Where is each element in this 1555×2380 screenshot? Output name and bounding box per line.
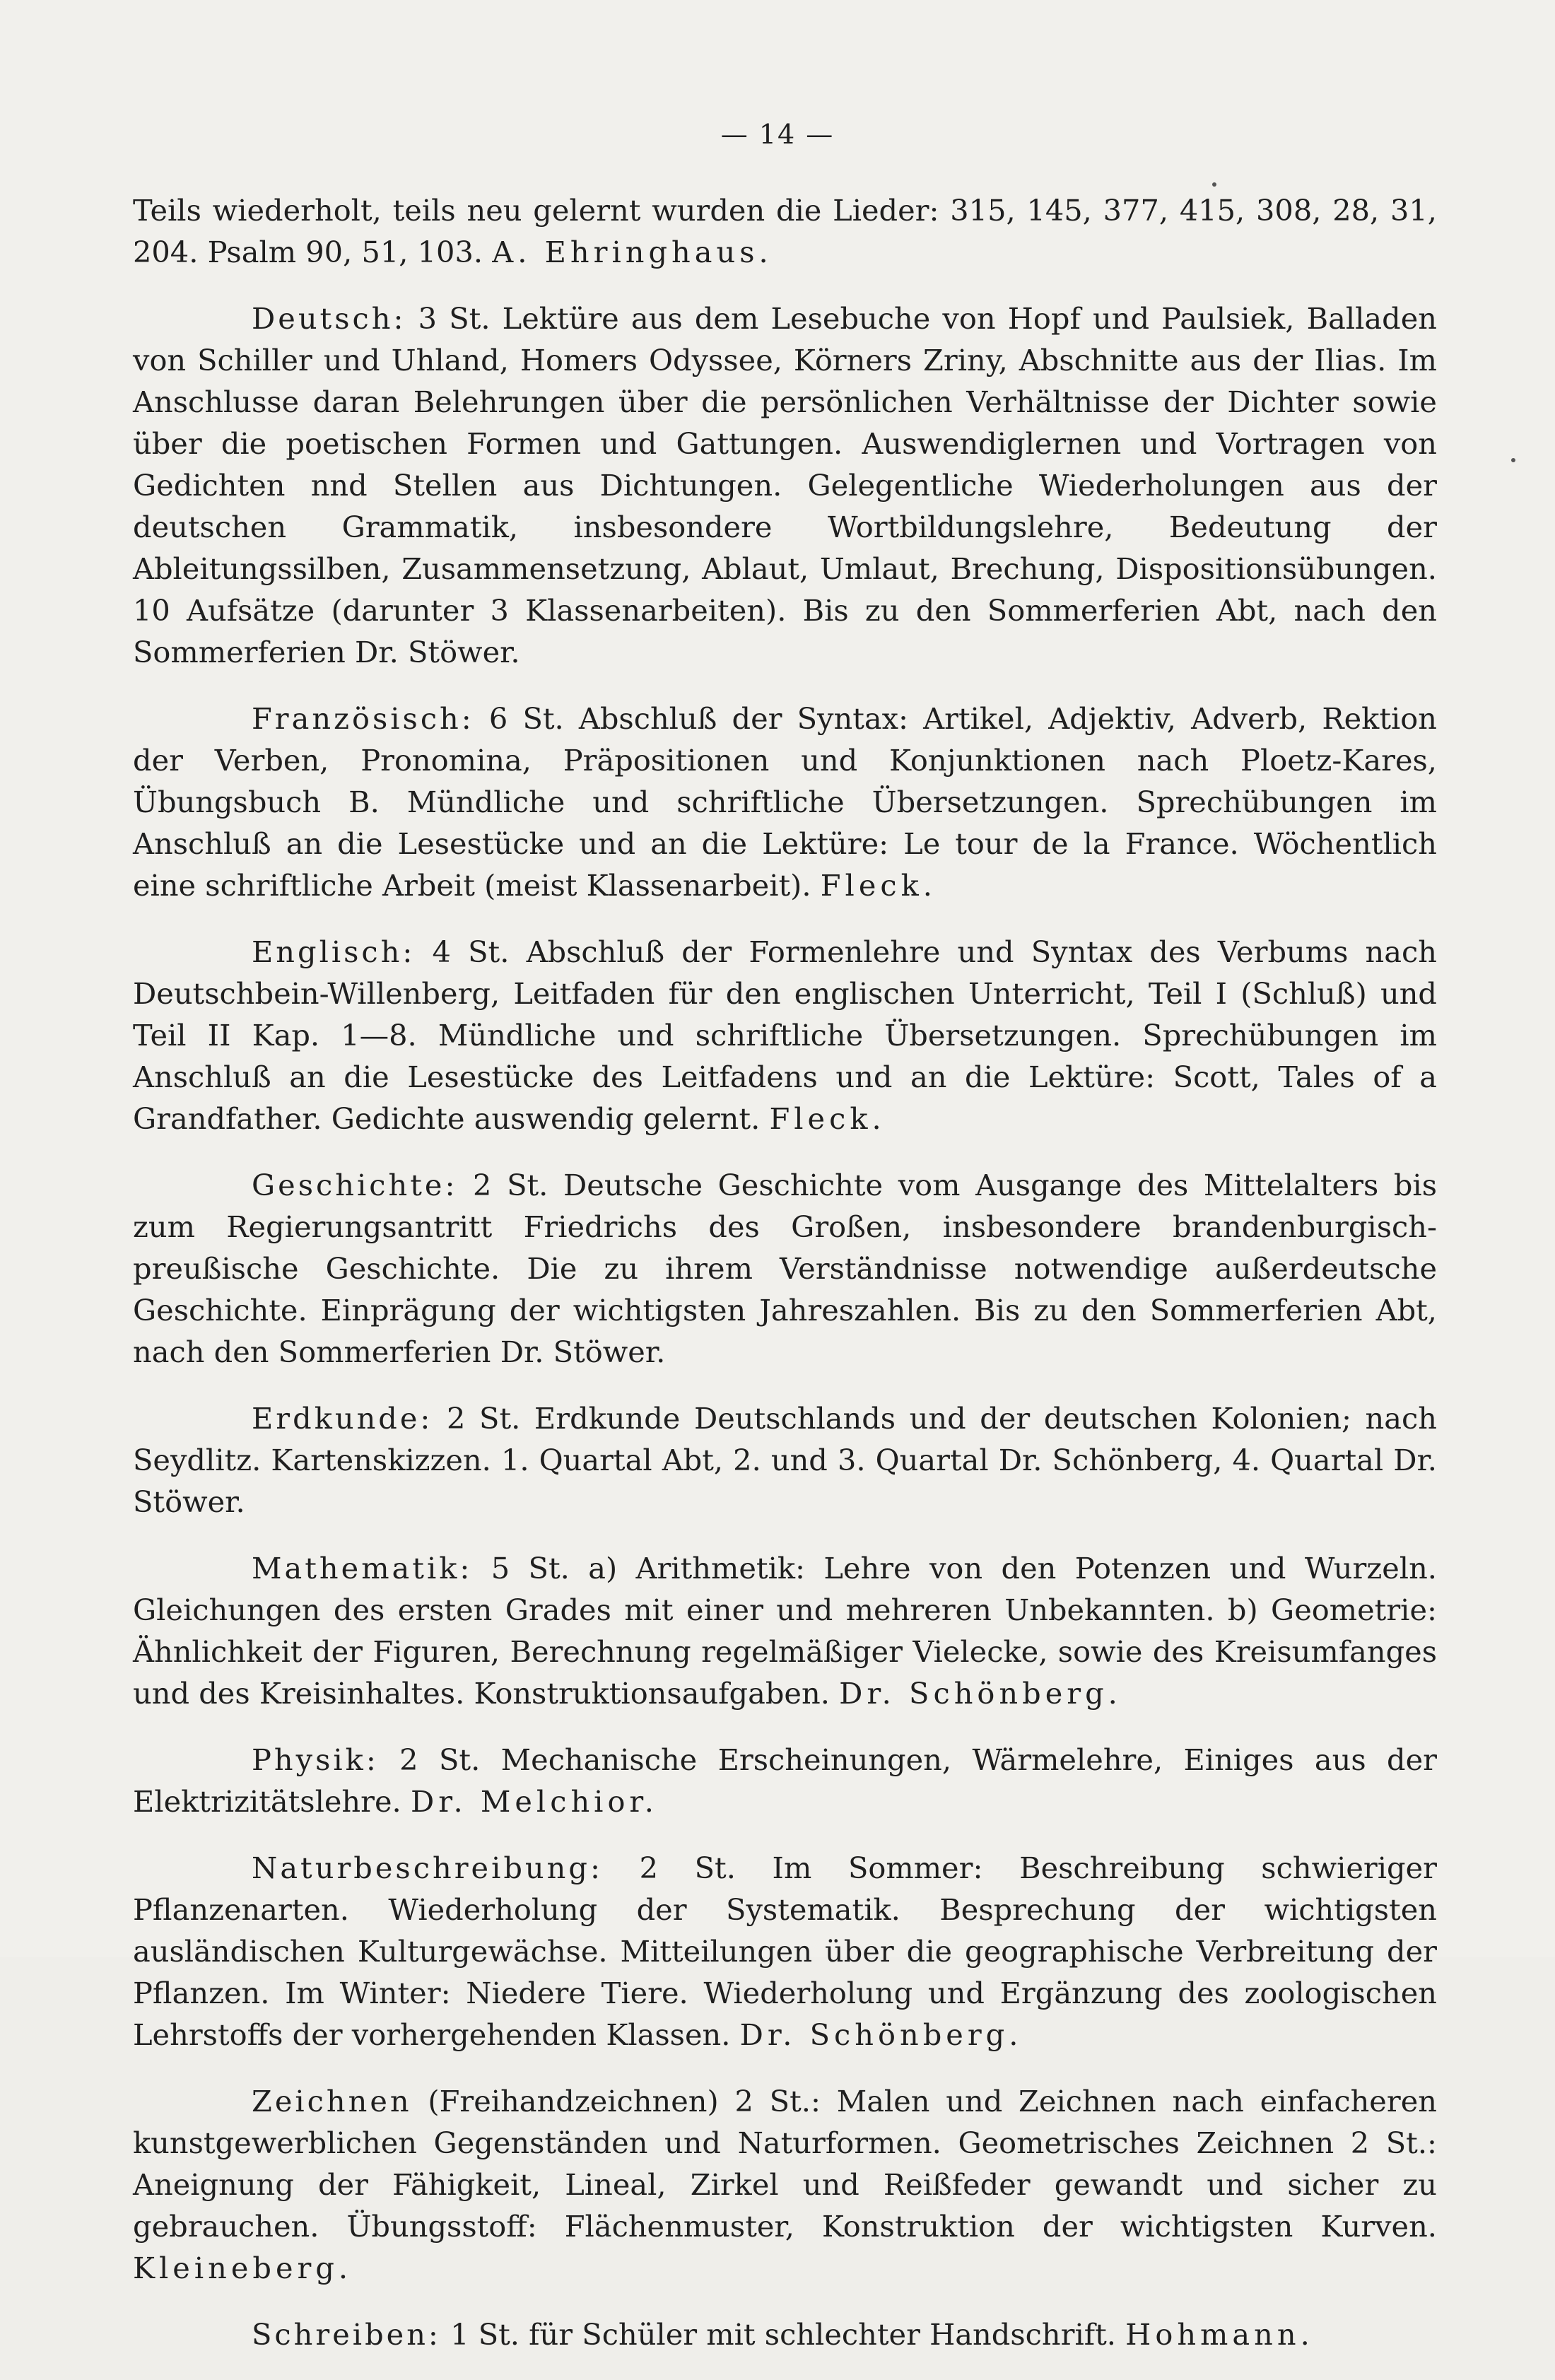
paragraph-text: 2 St. Mechanische Erscheinungen, Wärmelehre, Einiges aus der Elektrizitätslehre. bbox=[133, 1742, 1437, 1819]
paragraph-geschichte bbox=[133, 1164, 1437, 1373]
paragraph-schreiben bbox=[133, 2314, 1437, 2355]
paragraph-deutsch bbox=[133, 298, 1437, 673]
paragraph-franzoesisch bbox=[133, 698, 1437, 906]
paragraph-text: 1 St. für Schüler mit schlechter Handschrift. bbox=[440, 2317, 1126, 2352]
teacher-name: A. Ehringhaus. bbox=[492, 235, 773, 269]
subject-heading: Zeichnen bbox=[252, 2084, 412, 2118]
subject-heading: Naturbeschreibung: bbox=[252, 1851, 603, 1885]
paragraph-text: 2 St. Im Sommer: Beschreibung schwieriger Pflanzenarten. Wiederholung der Systematik. Besprechung der wichtigsten ausländischen Kulturgewächse. Mitteilungen über die geographische Verbreitung der Pflanzen. Im Winter: Niedere Tiere. Wiederholung und Ergänzung des zoologischen Lehrstoffs der vorhergehenden Klassen. bbox=[133, 1851, 1437, 2052]
teacher-name: Dr. Schönberg. bbox=[839, 1676, 1122, 1711]
subject-heading: Englisch: bbox=[252, 934, 416, 969]
paragraph-text: 2 St. Deutsche Geschichte vom Ausgange des Mittelalters bis zum Regierungsantritt Friedrichs des Großen, insbesondere brandenburgisch-preußische Geschichte. Die zu ihrem Verständnisse notwendige außerdeutsche Geschichte. Einprägung der wichtigsten Jahreszahlen. Bis zu den Sommerferien Abt, nach den Sommerferien Dr. Stöwer. bbox=[133, 1168, 1437, 1369]
print-speck bbox=[1511, 458, 1515, 462]
paragraph-text: 3 St. Lektüre aus dem Lesebuche von Hopf und Paulsiek, Balladen von Schiller und Uhland, Homers Odyssee, Körners Zriny, Abschnitte aus der Ilias. Im Anschlusse daran Belehrungen über die persönlichen Verhältnisse der Dichter sowie über die poetischen Formen und Gattungen. Auswendiglernen und Vortragen von Gedichten nnd Stellen aus Dichtungen. Gelegentliche Wiederholungen aus der deutschen Grammatik, insbesondere Wortbildungslehre, Bedeutung der Ableitungssilben, Zusammensetzung, Ablaut, Umlaut, Brechung, Dispositionsübungen. 10 Aufsätze (darunter 3 Klassenarbeiten). Bis zu den Sommerferien Abt, nach den Sommerferien Dr. Stöwer. bbox=[133, 301, 1437, 669]
paragraph-zeichnen bbox=[133, 2080, 1437, 2289]
paragraph-text: 6 St. Abschluß der Syntax: Artikel, Adjektiv, Adverb, Rektion der Verben, Pronomina, Präpositionen und Konjunktionen nach Ploetz-Kares, Übungsbuch B. Mündliche und schriftliche Übersetzungen. Sprechübungen im Anschluß an die Lesestücke und an die Lektüre: Le tour de la France. Wöchentlich eine schriftliche Arbeit (meist Klassenarbeit). bbox=[133, 701, 1437, 903]
teacher-name: Fleck. bbox=[769, 1101, 886, 1136]
subject-heading: Geschichte: bbox=[252, 1168, 458, 1202]
page-number: — 14 — bbox=[720, 119, 835, 150]
subject-heading: Französisch: bbox=[252, 701, 474, 736]
teacher-name: Dr. Schönberg. bbox=[739, 2017, 1023, 2052]
document-body bbox=[133, 189, 1437, 2380]
paragraph-mathematik bbox=[133, 1547, 1437, 1714]
subject-heading: Physik: bbox=[252, 1742, 379, 1777]
subject-heading: Schreiben: bbox=[252, 2317, 441, 2352]
print-speck bbox=[1212, 182, 1216, 187]
teacher-name: Dr. Melchior. bbox=[410, 1784, 658, 1819]
teacher-name: Fleck. bbox=[820, 868, 937, 903]
paragraph-erdkunde bbox=[133, 1397, 1437, 1523]
paragraph-religion bbox=[133, 189, 1437, 273]
paragraph-text: 5 St. a) Arithmetik: Lehre von den Potenzen und Wurzeln. Gleichungen des ersten Grades mit einer und mehreren Unbekannten. b) Geometrie: Ähnlichkeit der Figuren, Berechnung regelmäßiger Vielecke, sowie des Kreisumfanges und des Kreisinhaltes. Konstruktionsaufgaben. bbox=[133, 1551, 1437, 1711]
paragraph-text: 4 St. Abschluß der Formenlehre und Syntax des Verbums nach Deutschbein-Willenberg, Leitfaden für den englischen Unterricht, Teil I (Schluß) und Teil II Kap. 1—8. Mündliche und schriftliche Übersetzungen. Sprechübungen im Anschluß an die Lesestücke des Leitfadens und an die Lektüre: Scott, Tales of a Grandfather. Gedichte auswendig gelernt. bbox=[133, 934, 1437, 1136]
paragraph-text: Teils wiederholt, teils neu gelernt wurden die Lieder: 315, 145, 377, 415, 308, 28, 31, 204. Psalm 90, 51, 103. bbox=[133, 193, 1437, 269]
paragraph-text: (Freihandzeichnen) 2 St.: Malen und Zeichnen nach einfacheren kunstgewerblichen Gegenständen und Naturformen. Geometrisches Zeichnen 2 St.: Aneignung der Fähigkeit, Lineal, Zirkel und Reißfeder gewandt und sicher zu gebrauchen. Übungsstoff: Flächenmuster, Konstruktion der wichtigsten Kurven. bbox=[133, 2084, 1437, 2244]
teacher-name: Kleineberg. bbox=[133, 2251, 353, 2285]
subject-heading: Mathematik: bbox=[252, 1551, 473, 1585]
paragraph-text: 2 St. Erdkunde Deutschlands und der deutschen Kolonien; nach Seydlitz. Kartenskizzen. 1. Quartal Abt, 2. und 3. Quartal Dr. Schönberg, 4. Quartal Dr. Stöwer. bbox=[133, 1401, 1437, 1519]
subject-heading: Erdkunde: bbox=[252, 1401, 433, 1436]
subject-heading: Deutsch: bbox=[252, 301, 406, 336]
paragraph-physik bbox=[133, 1739, 1437, 1822]
paragraph-naturbeschreibung bbox=[133, 1847, 1437, 2056]
teacher-name: Hohmann. bbox=[1125, 2317, 1314, 2352]
paragraph-englisch bbox=[133, 931, 1437, 1139]
